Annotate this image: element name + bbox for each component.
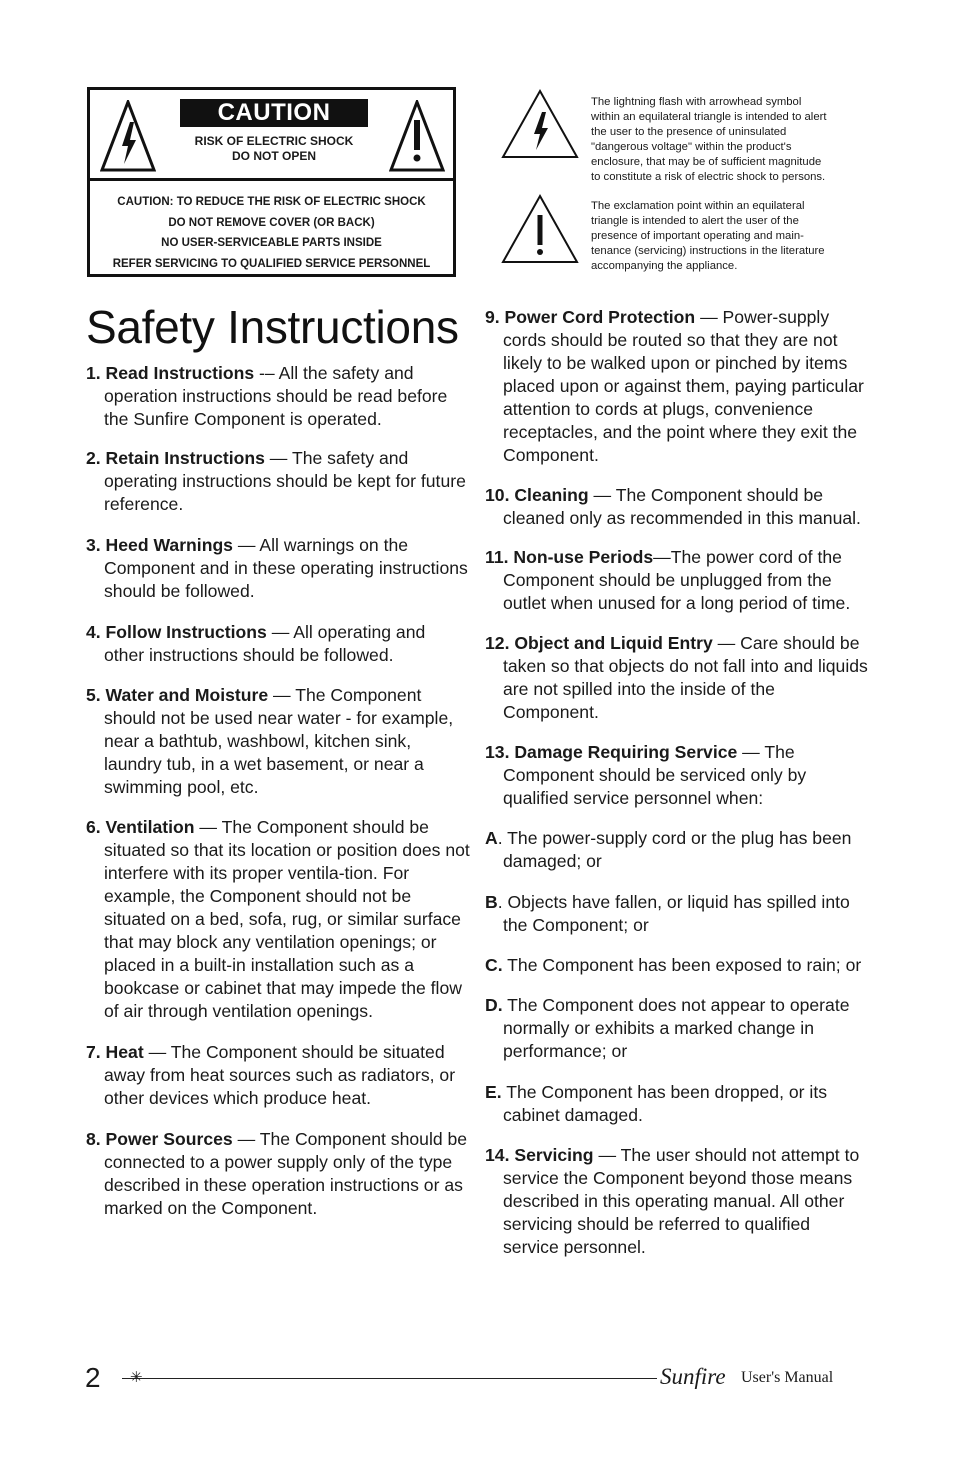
item-label: 4. Follow Instructions <box>86 622 267 642</box>
item-label: 6. Ventilation <box>86 817 195 837</box>
instruction-subitem <box>485 827 869 873</box>
caution-line: NO USER-SERVICEABLE PARTS INSIDE <box>161 237 382 249</box>
item-text: — The Component should be cleaned only as recommended in this manual. <box>503 485 861 528</box>
lightning-explanation <box>591 95 876 185</box>
item-text: — The Component should not be used near water - for example, near a bathtub, washbowl, kitchen sink, laundry tub, in a wet basement, or near a swimming pool, etc. <box>104 685 454 797</box>
caution-sub-line: RISK OF ELECTRIC SHOCK <box>194 134 354 148</box>
caution-line: CAUTION: TO REDUCE THE RISK OF ELECTRIC SHOCK <box>117 196 426 208</box>
explanation-line: to constitute a risk of electric shock to persons. <box>591 171 826 183</box>
item-text: — The Component should be serviced only by qualified service personnel when: <box>503 742 807 808</box>
caution-divider <box>90 178 453 181</box>
item-label: 1. Read Instructions <box>86 363 255 383</box>
footer-rule <box>122 1378 657 1379</box>
instruction-subitem <box>485 954 869 977</box>
page-number: 2 <box>85 1362 101 1393</box>
caution-label <box>87 87 456 277</box>
item-text: The Component does not appear to operate normally or exhibits a marked change in performance; or <box>502 995 850 1061</box>
item-text: — The Component should be situated so that its location or position does not interfere with its proper ventila-tion. For example, the Component should not be situated on a bed, sofa, rug, or similar surface that may block any ventilation openings; or placed in a built-in installation such as a bookcase or cabinet that may impede the flow of air through ventilation openings. <box>104 817 470 1021</box>
item-label: 7. Heat <box>86 1042 144 1062</box>
star-ornament-icon: ✳ <box>130 1369 143 1386</box>
item-label: A <box>485 828 498 848</box>
item-text: — The Component should be connected to a power supply only of the type described in these operation instructions or as marked on the Component. <box>104 1129 468 1218</box>
explanation-line: enclosure, that may be of sufficient magnitude <box>591 156 822 168</box>
footer-manual-label: User's Manual <box>741 1369 834 1386</box>
explanation-line: within an equilateral triangle is intended to alert <box>591 111 827 123</box>
item-label: D. <box>485 995 503 1015</box>
item-text: . Objects have fallen, or liquid has spilled into the Component; or <box>497 892 850 935</box>
item-text: — All warnings on the Component and in these operating instructions should be followed. <box>104 535 468 601</box>
right-column <box>485 306 869 1259</box>
item-text: . The power-supply cord or the plug has been damaged; or <box>497 828 852 871</box>
explanation-line: triangle is intended to alert the user of the <box>591 215 799 227</box>
caution-title: CAUTION <box>180 99 368 127</box>
caution-sub-line: DO NOT OPEN <box>231 149 316 163</box>
item-text: —The power cord of the Component should be unplugged from the outlet when unused for a long period of time. <box>503 547 851 613</box>
explanation-line: the user to the presence of uninsulated <box>591 126 787 138</box>
item-text: -– All the safety and operation instructions should be read before the Sunfire Component is operated. <box>104 363 448 429</box>
item-text: — The user should not attempt to service the Component beyond those means described in this operating manual. All other servicing should be referred to qualified service personnel. <box>503 1145 860 1257</box>
item-text: — Power-supply cords should be routed so that they are not likely to be walked upon or pinched by items placed upon or against them, paying particular attention to cords at plugs, convenience receptacles, and the point where they exit the Component. <box>503 307 864 465</box>
lightning-triangle-icon <box>500 88 580 160</box>
item-label: 8. Power Sources <box>86 1129 233 1149</box>
footer-brand: Sunfire <box>660 1364 726 1389</box>
instruction-item <box>86 534 470 603</box>
instruction-item <box>485 632 869 724</box>
item-text: The Component has been exposed to rain; or <box>502 955 862 975</box>
instruction-subitem <box>485 891 869 937</box>
item-label: 5. Water and Moisture <box>86 685 269 705</box>
instruction-item <box>485 546 869 615</box>
caution-subtitle <box>170 134 378 164</box>
item-text: — Care should be taken so that objects do not fall into and liquids are not spilled into the inside of the Component. <box>503 633 868 722</box>
item-text: — All operating and other instructions should be followed. <box>104 622 426 665</box>
explanation-line: tenance (servicing) instructions in the literature <box>591 245 825 257</box>
left-column <box>86 362 470 1220</box>
caution-line: REFER SERVICING TO QUALIFIED SERVICE PERSONNEL <box>112 257 431 270</box>
explanation-line: "dangerous voltage" within the product's <box>591 141 792 153</box>
instruction-item <box>86 1128 470 1220</box>
item-label: 14. Servicing <box>485 1145 594 1165</box>
item-text: The Component has been dropped, or its cabinet damaged. <box>501 1082 827 1125</box>
item-label: 11. Non-use Periods <box>485 547 654 567</box>
item-label: 2. Retain Instructions <box>86 448 265 468</box>
exclamation-warning-icon <box>389 100 445 172</box>
item-label: C. <box>485 955 503 975</box>
exclamation-triangle-icon <box>500 193 580 265</box>
explanation-line: presence of important operating and main- <box>591 230 804 242</box>
item-label: E. <box>485 1082 502 1102</box>
lightning-warning-icon <box>100 100 156 172</box>
item-label: B <box>485 892 498 912</box>
instruction-item <box>86 684 470 799</box>
item-label: 13. Damage Requiring Service <box>485 742 738 762</box>
instruction-subitem <box>485 1081 869 1127</box>
caution-line: DO NOT REMOVE COVER (OR BACK) <box>168 216 375 229</box>
page-title: Safety Instructions <box>86 301 459 353</box>
instruction-item <box>485 741 869 810</box>
item-label: 10. Cleaning <box>485 485 589 505</box>
instruction-item <box>86 362 470 431</box>
explanation-line: The lightning flash with arrowhead symbol <box>591 96 802 108</box>
instruction-item <box>485 1144 869 1259</box>
instruction-item <box>86 447 470 516</box>
item-label: 9. Power Cord Protection <box>485 307 696 327</box>
item-text: — The Component should be situated away from heat sources such as radiators, or other devices which produce heat. <box>104 1042 456 1108</box>
explanation-line: The exclamation point within an equilateral <box>591 200 805 212</box>
instruction-item <box>86 621 470 667</box>
item-label: 12. Object and Liquid Entry <box>485 633 713 653</box>
caution-lines <box>90 192 453 274</box>
instruction-item <box>485 484 869 530</box>
exclamation-explanation <box>591 199 876 274</box>
instruction-item <box>485 306 869 467</box>
instruction-subitem <box>485 994 869 1063</box>
item-label: 3. Heed Warnings <box>86 535 233 555</box>
instruction-item <box>86 816 470 1023</box>
instruction-item <box>86 1041 470 1110</box>
explanation-line: accompanying the appliance. <box>591 260 738 272</box>
caution-header <box>90 90 453 178</box>
item-text: — The safety and operating instructions should be kept for future reference. <box>104 448 466 514</box>
